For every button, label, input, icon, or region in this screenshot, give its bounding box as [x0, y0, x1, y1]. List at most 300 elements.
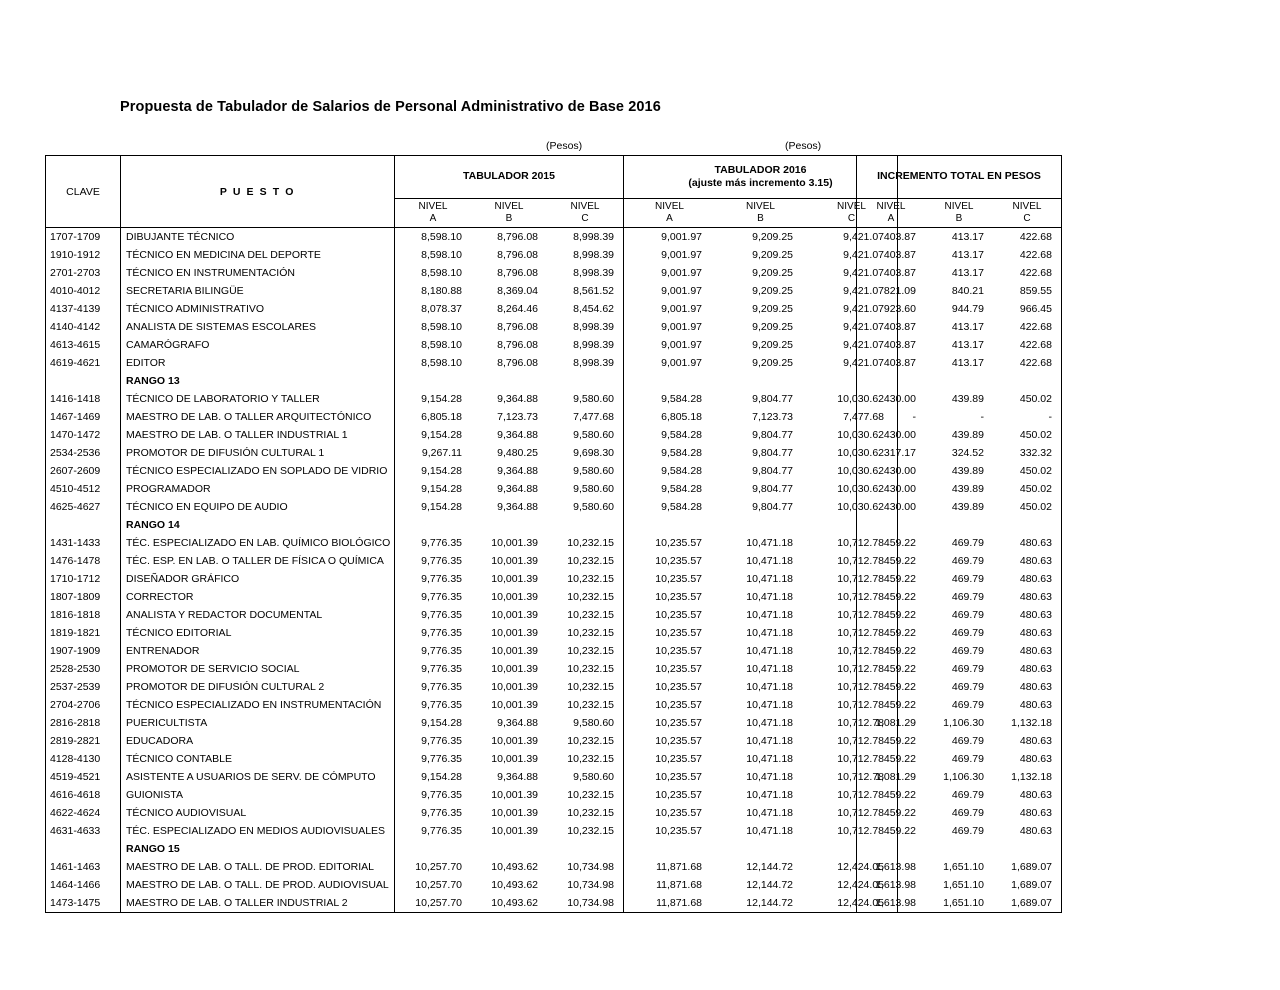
table-row: [46, 426, 898, 444]
cell-2015-a: 9,776.35: [395, 804, 472, 822]
cell-2015-a: 9,154.28: [395, 480, 472, 498]
cell-2015-a: 10,257.70: [395, 858, 472, 876]
cell-2015-a: 9,154.28: [395, 390, 472, 408]
cell-2016-c: 9,421.07: [806, 228, 898, 247]
cell-2015-b: 8,796.08: [497, 357, 538, 369]
cell-clave: 1707-1709: [46, 228, 121, 247]
cell-inc-c: 1,689.07: [993, 894, 1062, 913]
cell-inc-c: 450.02: [993, 480, 1062, 498]
table-row: [46, 498, 898, 516]
cell-puesto: SECRETARIA BILINGÜE: [121, 282, 395, 300]
increment-row: [857, 606, 1062, 624]
cell-2016-b: 9,209.25: [752, 231, 793, 243]
cell-empty: [624, 372, 716, 390]
header-inc-nivel-b: [925, 199, 993, 228]
cell-clave: 4128-4130: [46, 750, 121, 768]
cell-2015-b: 10,001.39: [491, 645, 538, 657]
cell-2015-b: 10,493.62: [471, 894, 547, 913]
cell-inc-b: 469.79: [951, 645, 984, 657]
cell-2016-a: 9,001.97: [624, 318, 716, 336]
cell-2016-a: 10,235.57: [624, 624, 716, 642]
cell-2015-b: 9,364.88: [497, 465, 538, 477]
cell-inc-a: 403.87: [857, 228, 926, 247]
cell-2016-b: 9,804.77: [752, 393, 793, 405]
cell-inc-c: 450.02: [993, 498, 1062, 516]
cell-rango-label: RANGO 15: [121, 840, 395, 858]
cell-puesto: DISEÑADOR GRÁFICO: [121, 570, 395, 588]
cell-clave: 1907-1909: [46, 642, 121, 660]
cell-2016-b: 10,471.18: [746, 555, 793, 567]
cell-inc-b: 413.17: [951, 357, 984, 369]
cell-rango-label: RANGO 13: [121, 372, 395, 390]
cell-inc-c: 480.63: [993, 804, 1062, 822]
cell-empty: [395, 840, 472, 858]
cell-inc-b: 413.17: [951, 231, 984, 243]
cell-clave: 4010-4012: [46, 282, 121, 300]
cell-clave: 4140-4142: [46, 318, 121, 336]
cell-clave: 2701-2703: [46, 264, 121, 282]
header-2016-nivel-a: [624, 199, 716, 228]
cell-inc-c: 480.63: [993, 786, 1062, 804]
cell-puesto: EDITOR: [121, 354, 395, 372]
table-row: [46, 534, 898, 552]
increment-row: [857, 786, 1062, 804]
cell-inc-b: 469.79: [951, 825, 984, 837]
cell-puesto: TÉCNICO EN MEDICINA DEL DEPORTE: [121, 246, 395, 264]
cell-puesto: DIBUJANTE TÉCNICO: [121, 228, 395, 247]
cell-2016-b: 10,471.18: [746, 537, 793, 549]
table-row: [46, 354, 898, 372]
header-2015-nivel-a: [395, 199, 472, 228]
cell-inc-b: 1,651.10: [943, 879, 984, 891]
cell-puesto: ANALISTA Y REDACTOR DOCUMENTAL: [121, 606, 395, 624]
header-puesto: P U E S T O: [121, 156, 395, 228]
cell-2015-c: 10,232.15: [567, 627, 614, 639]
cell-2016-b: 9,209.25: [752, 267, 793, 279]
cell-2016-c: 10,030.62: [806, 480, 898, 498]
increment-row: [857, 228, 1062, 247]
cell-2015-a: 8,180.88: [395, 282, 472, 300]
cell-2015-a: 8,598.10: [395, 354, 472, 372]
cell-inc-a: 403.87: [857, 264, 926, 282]
cell-puesto: MAESTRO DE LAB. O TALLER INDUSTRIAL 2: [121, 894, 395, 913]
header-level-letter: B: [955, 213, 963, 224]
cell-clave: 2816-2818: [46, 714, 121, 732]
cell-2016-a: 9,001.97: [624, 300, 716, 318]
cell-puesto: TÉC. ESPECIALIZADO EN LAB. QUÍMICO BIOLÓGICO: [121, 534, 395, 552]
cell-2015-c: 10,232.15: [567, 663, 614, 675]
cell-2016-a: 10,235.57: [624, 696, 716, 714]
cell-inc-b: 413.17: [951, 321, 984, 333]
increment-row: [857, 282, 1062, 300]
cell-inc-b: 469.79: [951, 537, 984, 549]
cell-2015-a: 9,776.35: [395, 696, 472, 714]
cell-inc-a: 1,613.98: [857, 858, 926, 876]
increment-row: [857, 822, 1062, 840]
cell-2015-a: 10,257.70: [395, 894, 472, 913]
increment-row: [857, 552, 1062, 570]
header-level-letter: B: [757, 213, 764, 224]
table-row: [46, 894, 898, 913]
cell-inc-a: 430.00: [857, 462, 926, 480]
table-row: [46, 336, 898, 354]
cell-2015-c: 10,232.15: [567, 591, 614, 603]
cell-clave: 4619-4621: [46, 354, 121, 372]
cell-inc-c: 1,132.18: [993, 768, 1062, 786]
table-row: [46, 768, 898, 786]
table-row: [46, 750, 898, 768]
increment-row: [857, 660, 1062, 678]
cell-clave: 2537-2539: [46, 678, 121, 696]
cell-inc-b: 439.89: [951, 501, 984, 513]
cell-inc-b: -: [980, 411, 984, 423]
cell-inc-c: 480.63: [993, 624, 1062, 642]
cell-inc-c: 480.63: [993, 732, 1062, 750]
cell-2015-b: 10,001.39: [491, 825, 538, 837]
table-row: [46, 858, 898, 876]
cell-inc-a: 430.00: [857, 498, 926, 516]
cell-2015-c: 7,477.68: [573, 411, 614, 423]
cell-2016-b: 10,471.18: [746, 681, 793, 693]
cell-puesto: TÉCNICO ESPECIALIZADO EN SOPLADO DE VIDRIO: [121, 462, 395, 480]
cell-empty: [715, 840, 806, 858]
cell-empty: [925, 840, 993, 858]
increment-row: [857, 624, 1062, 642]
cell-empty: [993, 372, 1062, 390]
cell-2016-b: 12,144.72: [746, 879, 793, 891]
cell-empty: [857, 372, 926, 390]
cell-2016-b: 9,209.25: [752, 249, 793, 261]
cell-2015-b: 8,796.08: [497, 339, 538, 351]
cell-inc-a: 459.22: [857, 642, 926, 660]
cell-2015-b: 10,001.39: [491, 573, 538, 585]
cell-clave: 4613-4615: [46, 336, 121, 354]
increment-row: [857, 696, 1062, 714]
cell-2015-b: 8,264.46: [497, 303, 538, 315]
cell-2016-a: 10,235.57: [624, 588, 716, 606]
cell-2015-c: 9,580.60: [573, 465, 614, 477]
table-row: [46, 552, 898, 570]
table-row: [46, 804, 898, 822]
header-2015-nivel-b: [471, 199, 547, 228]
cell-inc-a: 459.22: [857, 624, 926, 642]
cell-clave: 1476-1478: [46, 552, 121, 570]
cell-2015-c: 10,232.15: [567, 753, 614, 765]
cell-inc-a: 403.87: [857, 354, 926, 372]
cell-inc-a: 459.22: [857, 786, 926, 804]
cell-inc-a: 430.00: [857, 426, 926, 444]
header-nivel-text: NIVEL: [837, 201, 866, 212]
cell-inc-a: 1,081.29: [857, 768, 926, 786]
cell-2015-c: 10,232.15: [567, 609, 614, 621]
cell-empty: [925, 516, 993, 534]
header-level-letter: A: [666, 213, 673, 224]
increment-table: [856, 155, 1062, 913]
header-level-letter: B: [505, 213, 513, 224]
table-row: [46, 876, 898, 894]
increment-row: [857, 588, 1062, 606]
cell-2016-a: 10,235.57: [624, 786, 716, 804]
cell-2016-c: 10,030.62: [806, 462, 898, 480]
cell-empty: [715, 372, 806, 390]
cell-inc-c: 1,132.18: [993, 714, 1062, 732]
cell-2015-c: 8,561.52: [573, 285, 614, 297]
increment-table-body: [857, 228, 1062, 913]
cell-clave: 4510-4512: [46, 480, 121, 498]
cell-inc-a: 317.17: [857, 444, 926, 462]
cell-2015-b: 9,364.88: [497, 717, 538, 729]
cell-2015-b: 8,796.08: [497, 267, 538, 279]
cell-2016-b: 10,471.18: [746, 627, 793, 639]
cell-2016-c: 10,712.78: [806, 570, 898, 588]
cell-inc-b: 469.79: [951, 681, 984, 693]
cell-inc-c: 480.63: [993, 642, 1062, 660]
rango-row: [46, 840, 898, 858]
header-inc-nivel-c: [993, 199, 1062, 228]
header-nivel-text: NIVEL: [570, 201, 600, 212]
cell-2016-a: 10,235.57: [624, 660, 716, 678]
table-row: [46, 678, 898, 696]
cell-2015-a: 9,154.28: [395, 714, 472, 732]
header-level-letter: A: [429, 213, 437, 224]
cell-2016-a: 10,235.57: [624, 570, 716, 588]
cell-inc-a: 430.00: [857, 480, 926, 498]
cell-2016-c: 10,712.78: [806, 534, 898, 552]
cell-inc-b: 469.79: [951, 573, 984, 585]
cell-2016-a: 9,001.97: [624, 336, 716, 354]
cell-2016-c: 10,712.78: [806, 606, 898, 624]
cell-clave: 1461-1463: [46, 858, 121, 876]
cell-2015-c: 10,232.15: [567, 645, 614, 657]
table-row: [46, 732, 898, 750]
cell-clave: 1467-1469: [46, 408, 121, 426]
cell-2016-b: 9,209.25: [752, 303, 793, 315]
increment-row: [857, 318, 1062, 336]
increment-row: [857, 498, 1062, 516]
cell-2016-c: 10,712.78: [806, 732, 898, 750]
cell-2015-c: 8,998.39: [573, 321, 614, 333]
header-tabulador-2016-line1: TABULADOR 2016: [714, 163, 807, 176]
increment-row: [857, 570, 1062, 588]
cell-2016-c: 10,712.78: [806, 660, 898, 678]
cell-2016-c: 10,712.78: [806, 750, 898, 768]
cell-2016-a: 6,805.18: [624, 408, 716, 426]
cell-puesto: MAESTRO DE LAB. O TALL. DE PROD. EDITORIAL: [121, 858, 395, 876]
table-row: [46, 786, 898, 804]
cell-2016-b: 9,804.77: [752, 483, 793, 495]
cell-2016-c: 12,424.05: [806, 876, 898, 894]
pesos-label-right: (Pesos): [785, 140, 822, 152]
cell-2015-c: 10,734.98: [567, 861, 614, 873]
cell-inc-c: 1,689.07: [993, 858, 1062, 876]
table-row: [46, 696, 898, 714]
cell-2015-b: 10,001.39: [491, 681, 538, 693]
cell-inc-c: 480.63: [993, 822, 1062, 840]
cell-2016-b: 12,144.72: [715, 894, 806, 913]
cell-inc-a: -: [857, 408, 926, 426]
cell-2016-b: 10,471.18: [746, 825, 793, 837]
cell-inc-a: 459.22: [857, 822, 926, 840]
cell-inc-a: 403.87: [857, 336, 926, 354]
cell-inc-c: 422.68: [993, 354, 1062, 372]
cell-inc-c: 480.63: [993, 750, 1062, 768]
cell-inc-b: 469.79: [951, 789, 984, 801]
cell-2016-c: 10,712.78: [806, 696, 898, 714]
cell-2015-a: 8,598.10: [395, 318, 472, 336]
cell-clave: 2704-2706: [46, 696, 121, 714]
increment-rango-row: [857, 840, 1062, 858]
header-nivel-text: NIVEL: [746, 201, 775, 212]
cell-2015-c: 8,998.39: [573, 249, 614, 261]
cell-inc-a: 1,613.98: [857, 894, 926, 913]
cell-inc-b: 469.79: [951, 807, 984, 819]
increment-row: [857, 246, 1062, 264]
cell-2015-a: 9,776.35: [395, 660, 472, 678]
cell-2016-b: 9,209.25: [752, 357, 793, 369]
cell-empty: [471, 516, 547, 534]
rango-row: [46, 516, 898, 534]
cell-inc-c: 450.02: [993, 462, 1062, 480]
cell-inc-c: 480.63: [993, 588, 1062, 606]
cell-inc-a: 459.22: [857, 534, 926, 552]
cell-2015-a: 9,776.35: [395, 678, 472, 696]
cell-2015-a: 8,598.10: [395, 228, 472, 247]
increment-row: [857, 390, 1062, 408]
cell-2015-c: 10,232.15: [567, 537, 614, 549]
cell-2016-b: 9,209.25: [752, 339, 793, 351]
header-level-letter: C: [581, 213, 589, 224]
table-row: [46, 300, 898, 318]
table-row: [46, 444, 898, 462]
cell-2015-b: 8,369.04: [497, 285, 538, 297]
cell-inc-b: 324.52: [951, 447, 984, 459]
cell-inc-b: 413.17: [951, 249, 984, 261]
cell-empty: [993, 516, 1062, 534]
cell-2015-c: 10,734.98: [567, 879, 614, 891]
cell-2015-c: 9,698.30: [573, 447, 614, 459]
cell-2015-c: 9,580.60: [573, 717, 614, 729]
cell-2015-c: 8,998.39: [573, 357, 614, 369]
cell-inc-a: 459.22: [857, 678, 926, 696]
cell-puesto: TÉCNICO EDITORIAL: [121, 624, 395, 642]
table-body: [46, 228, 898, 913]
cell-clave: [46, 372, 121, 390]
cell-2016-a: 9,584.28: [624, 390, 716, 408]
cell-2016-b: 10,471.18: [746, 753, 793, 765]
cell-inc-c: 422.68: [993, 264, 1062, 282]
cell-2015-b: 9,364.88: [497, 501, 538, 513]
cell-2015-c: 8,454.62: [573, 303, 614, 315]
cell-puesto: CAMARÓGRAFO: [121, 336, 395, 354]
header-level-letter: A: [887, 213, 895, 224]
cell-puesto: PUERICULTISTA: [121, 714, 395, 732]
cell-2016-b: 10,471.18: [746, 591, 793, 603]
cell-empty: [471, 372, 547, 390]
cell-2016-b: 10,471.18: [746, 735, 793, 747]
table-row: [46, 318, 898, 336]
cell-2015-c: 10,232.15: [567, 807, 614, 819]
cell-2016-b: 10,471.18: [746, 699, 793, 711]
cell-inc-c: 966.45: [993, 300, 1062, 318]
cell-2016-a: 10,235.57: [624, 678, 716, 696]
increment-row: [857, 750, 1062, 768]
cell-clave: 4631-4633: [46, 822, 121, 840]
cell-clave: 1473-1475: [46, 894, 121, 913]
cell-empty: [857, 516, 926, 534]
increment-row: [857, 264, 1062, 282]
cell-2015-c: 8,998.39: [573, 339, 614, 351]
cell-inc-b: 469.79: [951, 627, 984, 639]
cell-clave: 4622-4624: [46, 804, 121, 822]
cell-2016-b: 7,123.73: [752, 411, 793, 423]
cell-puesto: PROMOTOR DE SERVICIO SOCIAL: [121, 660, 395, 678]
header-inc-nivel-a: [857, 199, 926, 228]
cell-puesto: MAESTRO DE LAB. O TALL. DE PROD. AUDIOVISUAL: [121, 876, 395, 894]
increment-row: [857, 768, 1062, 786]
cell-inc-c: 480.63: [993, 660, 1062, 678]
cell-2016-a: 10,235.57: [624, 822, 716, 840]
cell-clave: 4137-4139: [46, 300, 121, 318]
cell-2016-c: 10,712.78: [806, 768, 898, 786]
cell-puesto: EDUCADORA: [121, 732, 395, 750]
header-clave: CLAVE: [46, 156, 121, 228]
table-row: [46, 660, 898, 678]
increment-table-header: [857, 156, 1062, 228]
cell-inc-b: 469.79: [951, 735, 984, 747]
cell-inc-a: 403.87: [857, 318, 926, 336]
cell-2016-a: 9,001.97: [624, 282, 716, 300]
cell-2016-c: 10,712.78: [806, 678, 898, 696]
cell-2016-c: 12,424.05: [806, 858, 898, 876]
cell-inc-b: 1,651.10: [943, 861, 984, 873]
cell-2015-b: 10,493.62: [491, 879, 538, 891]
cell-clave: 2819-2821: [46, 732, 121, 750]
table-row: [46, 228, 898, 247]
cell-inc-c: 480.63: [993, 606, 1062, 624]
cell-clave: 2534-2536: [46, 444, 121, 462]
header-level-letter: C: [1023, 213, 1031, 224]
header-nivel-text: NIVEL: [418, 201, 448, 212]
cell-2015-a: 9,154.28: [395, 462, 472, 480]
cell-2015-b: 9,364.88: [497, 393, 538, 405]
cell-2016-b: 10,471.18: [746, 789, 793, 801]
cell-inc-b: 469.79: [951, 591, 984, 603]
cell-inc-c: -: [993, 408, 1062, 426]
increment-row: [857, 300, 1062, 318]
cell-2015-a: 6,805.18: [395, 408, 472, 426]
cell-clave: 1816-1818: [46, 606, 121, 624]
table-row: [46, 462, 898, 480]
table-row: [46, 390, 898, 408]
cell-2016-a: 10,235.57: [624, 552, 716, 570]
cell-2015-c: 10,232.15: [567, 555, 614, 567]
cell-2015-b: 10,493.62: [491, 861, 538, 873]
cell-2015-c: 10,232.15: [567, 825, 614, 837]
cell-2016-a: 11,871.68: [624, 876, 716, 894]
cell-2015-c: 9,580.60: [573, 429, 614, 441]
increment-row: [857, 534, 1062, 552]
cell-inc-a: 1,613.98: [857, 876, 926, 894]
header-nivel-text: NIVEL: [1012, 201, 1042, 212]
table-row: [46, 606, 898, 624]
cell-2015-c: 9,580.60: [573, 771, 614, 783]
cell-inc-a: 459.22: [857, 696, 926, 714]
cell-2015-a: 8,598.10: [395, 264, 472, 282]
cell-2016-a: 10,235.57: [624, 714, 716, 732]
cell-2016-c: 10,712.78: [806, 642, 898, 660]
cell-inc-b: 469.79: [951, 699, 984, 711]
header-nivel-text: NIVEL: [655, 201, 684, 212]
